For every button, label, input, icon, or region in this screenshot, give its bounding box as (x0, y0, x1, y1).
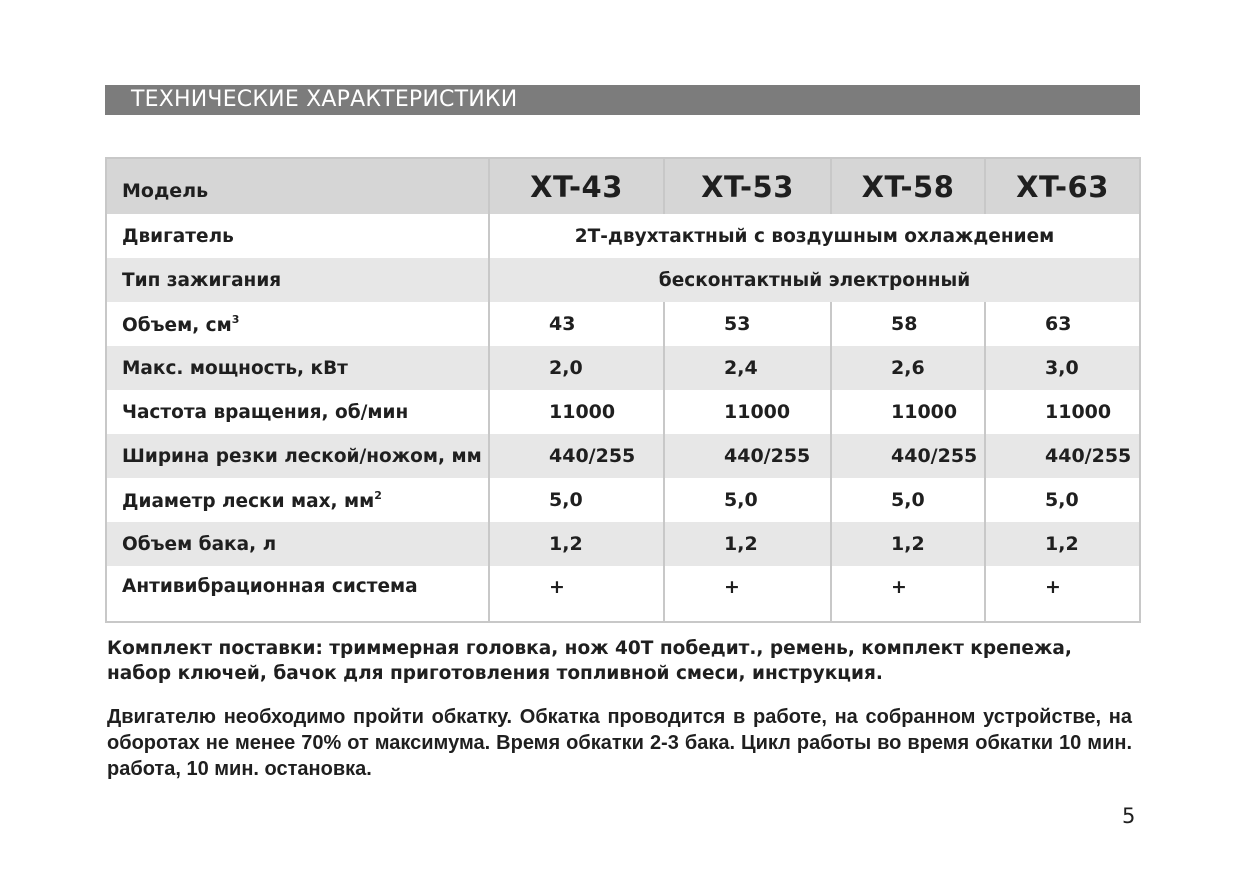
cell-value: 440/255 (489, 434, 664, 478)
table-row-power (106, 346, 1140, 390)
cell-value: 63 (985, 302, 1140, 346)
section-header-bar (105, 85, 1140, 115)
table-row-engine (106, 214, 1140, 258)
table-row-ignition (106, 258, 1140, 302)
table-row-cut-width (106, 434, 1140, 478)
cell-value: 1,2 (831, 522, 985, 566)
model-name: XT-53 (664, 158, 831, 214)
row-label: Двигатель (106, 214, 489, 258)
table-row-antivibration (106, 566, 1140, 622)
package-contents-note: Комплект поставки: триммерная головка, нож 40Т победит., ремень, комплект крепежа, набор ключей, бачок для приготовления топливной смеси, инструкция. (107, 638, 1072, 684)
engine-value: 2Т-двухтактный с воздушным охлаждением (489, 214, 1140, 258)
break-in-note: Двигателю необходимо пройти обкатку. Обкатка проводится в работе, на собранном устройстве, на оборотах не менее 70% от максимума. Время обкатки 2-3 бака. Цикл работы во время обкатки 10 мин. работа, 10 мин. остановка. (107, 706, 1132, 780)
cell-value: 5,0 (489, 478, 664, 522)
model-label: Модель (106, 158, 489, 214)
table-row-line-diameter (106, 478, 1140, 522)
cell-value: 11000 (985, 390, 1140, 434)
table-header-row (106, 158, 1140, 214)
cell-value: 58 (831, 302, 985, 346)
cell-value: + (489, 566, 664, 622)
cell-value: 440/255 (985, 434, 1140, 478)
cell-value: 2,0 (489, 346, 664, 390)
cell-value: 5,0 (831, 478, 985, 522)
model-name: XT-58 (831, 158, 985, 214)
cell-value: + (664, 566, 831, 622)
cell-value: + (831, 566, 985, 622)
cell-value: 11000 (831, 390, 985, 434)
row-label: Макс. мощность, кВт (106, 346, 489, 390)
cell-value: 2,6 (831, 346, 985, 390)
cell-value: 5,0 (664, 478, 831, 522)
cell-value: 2,4 (664, 346, 831, 390)
model-name: XT-63 (985, 158, 1140, 214)
cell-value: 1,2 (985, 522, 1140, 566)
table-row-rpm (106, 390, 1140, 434)
row-label: Ширина резки леской/ножом, мм (106, 434, 489, 478)
cell-value: 440/255 (831, 434, 985, 478)
cell-value: 3,0 (985, 346, 1140, 390)
cell-value: 440/255 (664, 434, 831, 478)
row-label: Тип зажигания (106, 258, 489, 302)
page-number: 5 (1122, 804, 1136, 828)
row-label: Объем, $см^3$ (106, 302, 489, 346)
cell-value: + (985, 566, 1140, 622)
ignition-value: бесконтактный электронный (489, 258, 1140, 302)
cell-value: 43 (489, 302, 664, 346)
cell-value: 11000 (664, 390, 831, 434)
specs-table (105, 157, 1141, 623)
table-row-volume (106, 302, 1140, 346)
cell-value: 11000 (489, 390, 664, 434)
row-label: Диаметр лески мах, $мм^2$ (106, 478, 489, 522)
section-title: ТЕХНИЧЕСКИЕ ХАРАКТЕРИСТИКИ (131, 87, 518, 112)
row-label: Частота вращения, об/мин (106, 390, 489, 434)
table-row-tank (106, 522, 1140, 566)
cell-value: 1,2 (664, 522, 831, 566)
row-label: Объем бака, л (106, 522, 489, 566)
row-label: Антивибрационная система (106, 566, 489, 622)
cell-value: 5,0 (985, 478, 1140, 522)
model-name: XT-43 (489, 158, 664, 214)
cell-value: 53 (664, 302, 831, 346)
cell-value: 1,2 (489, 522, 664, 566)
